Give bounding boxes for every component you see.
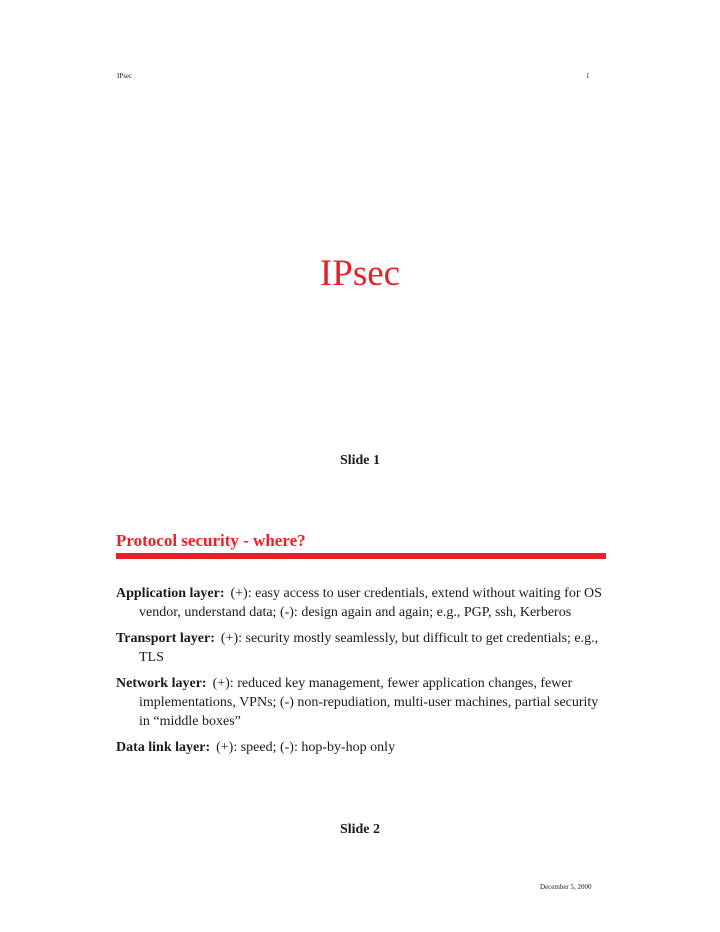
slide-2-label: Slide 2: [339, 822, 381, 837]
layer-description: (+): reduced key management, fewer application changes, fewer implementations, VPNs; (-) non-repudiation, multi-user machines, partial security in “middle boxes”: [139, 676, 599, 729]
page-number: 1: [586, 72, 590, 80]
layer-item-network: [116, 674, 606, 731]
layer-description: (+): speed; (-): hop-by-hop only: [216, 740, 396, 755]
running-header-title: IPsec: [117, 72, 133, 80]
layer-list: [116, 584, 606, 764]
footer-date: December 5, 2000: [540, 883, 592, 891]
slide-1-title: IPsec: [319, 253, 401, 294]
layer-item-transport: [116, 629, 606, 667]
layer-description: (+): security mostly seamlessly, but difficult to get credentials; e.g., TLS: [139, 631, 599, 665]
slide-2-heading: Protocol security - where?: [116, 531, 306, 550]
layer-name: Network layer:: [116, 676, 207, 691]
heading-rule: [116, 553, 606, 559]
layer-name: Application layer:: [116, 586, 225, 601]
layer-name: Data link layer:: [116, 740, 211, 755]
layer-name: Transport layer:: [116, 631, 215, 646]
layer-item-application: [116, 584, 606, 622]
slide-1-label: Slide 1: [339, 453, 381, 468]
layer-item-data-link: [116, 738, 606, 757]
layer-description: (+): easy access to user credentials, extend without waiting for OS vendor, understand data; (-): design again and again; e.g., PGP, ssh, Kerberos: [139, 586, 602, 620]
